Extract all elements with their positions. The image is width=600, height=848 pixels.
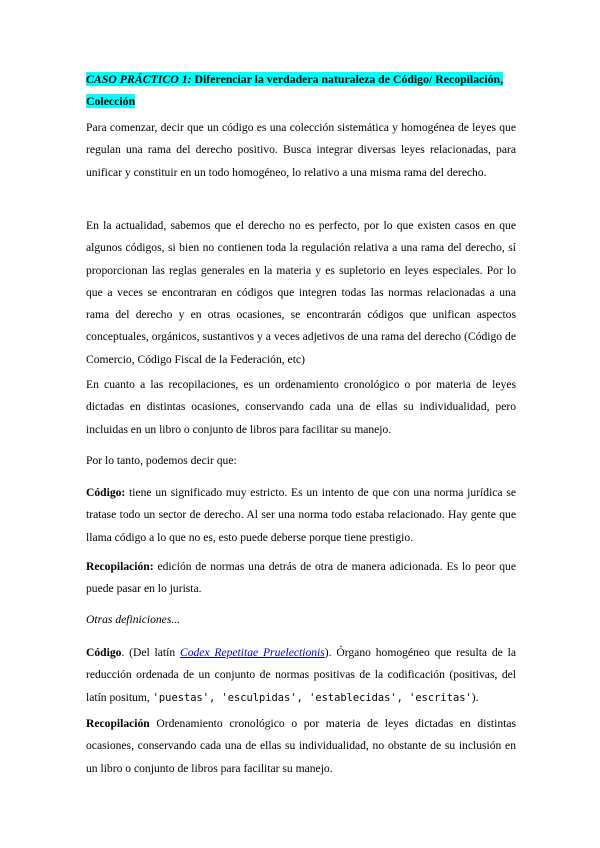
- latin-prefix: . (Del latín: [121, 646, 180, 659]
- paragraph-current-situation: En la actualidad, sabemos que el derecho no es perfecto, por lo que existen casos en que algunos códigos, si bien no contienen toda la regulación relativa a una rama del derecho, sí proporcionan las reglas generales en la materia y es supletorio en leyes especiales. Por lo que a veces se encontraran en códigos que integren todas las normas relacionadas a una rama del derecho y en otras ocasiones, se encontrarán códigos que unifican aspectos conceptuales, orgánicos, sustantivos y a veces adjetivos de una rama del derecho (Código de Comercio, Código Fiscal de la Federación, etc): [86, 219, 516, 366]
- term-codigo-2: Código: [86, 646, 122, 659]
- term-codigo: Código:: [86, 486, 126, 499]
- paragraph-codigo-latin: [86, 642, 516, 709]
- codigo-latin-text: ). Órgano homogéneo que resulta de la reducción ordenada de un conjunto de normas positivas de la codificación (positivas, del latín positum,: [86, 646, 516, 704]
- paragraph-recopilaciones: En cuanto a las recopilaciones, es un ordenamiento cronológico o por materia de leyes dictadas en distintas ocasiones, conservando cada una de ellas su individualidad, pero incluidas en un libro o conjunto de libros para facilitar su manejo.: [86, 378, 516, 436]
- paragraph-recopilacion-latin: [86, 713, 516, 780]
- term-recopilacion: Recopilación:: [86, 560, 154, 573]
- paragraph-codigo-definition: [86, 482, 516, 549]
- term-recopilacion-2: Recopilación: [86, 717, 150, 730]
- document-title: [86, 68, 516, 113]
- paragraph-recopilacion-definition: [86, 556, 516, 601]
- paragraph-intro: Para comenzar, decir que un código es una colección sistemática y homogénea de leyes que regulan una rama del derecho positivo. Busca integrar diversas leyes relacionadas, para unificar y constituir en un todo homogéneo, lo relativo a una misma rama del derecho.: [86, 121, 516, 179]
- recopilacion-text: edición de normas una detrás de otra de manera adicionada. Es lo peor que puede pasar en lo jurista.: [86, 560, 516, 596]
- recopilacion-latin-text: Ordenamiento cronológico o por materia de leyes dictadas en distintas ocasiones, conservando cada una de ellas su individualidad, no obstante de su inclusión en un libro o conjunto de libros para facilitar su manejo.: [86, 717, 516, 775]
- case-label: CASO PRÁCTICO 1:: [86, 72, 192, 86]
- codigo-latin-end: ).: [471, 690, 479, 704]
- paragraph-conclusion-lead: Por lo tanto, podemos decir que:: [86, 454, 237, 467]
- codex-link[interactable]: Codex Repetitae Pruelectionis: [179, 646, 325, 659]
- latin-quotes: 'puestas', 'esculpidas', 'establecidas', 'escritas': [152, 691, 472, 704]
- other-definitions-heading: Otras definiciones...: [86, 613, 181, 626]
- title-text: Diferenciar la verdadera naturaleza de Código/ Recopilación, Colección: [86, 72, 504, 109]
- codigo-text: tiene un significado muy estricto. Es un intento de que con una norma jurídica se tratase todo un sector de derecho. Al ser una norma todo estaba relacionado. Hay gente que llama código a lo que no es, esto puede deberse porque tiene prestigio.: [86, 486, 516, 544]
